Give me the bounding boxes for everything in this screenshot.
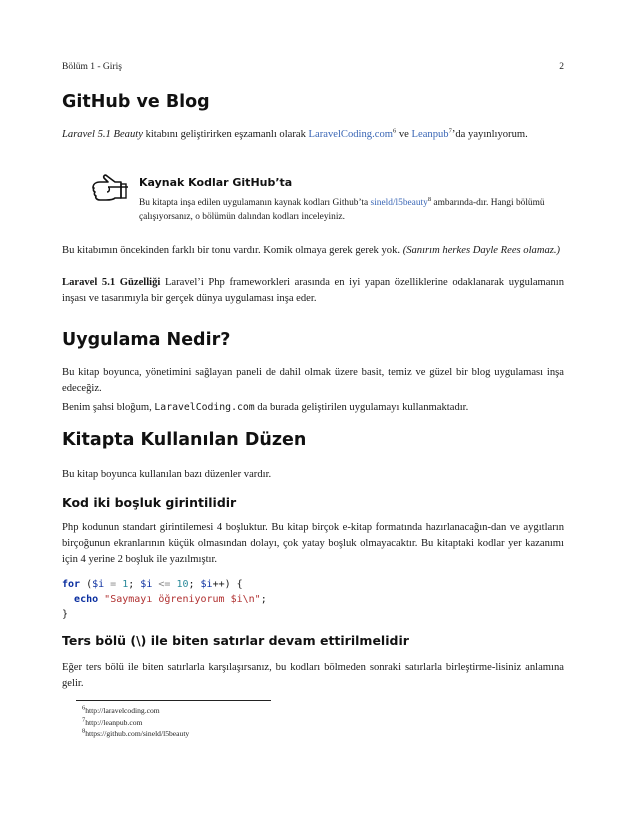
code-text: ; xyxy=(188,579,201,590)
footnote-item xyxy=(82,705,189,717)
paragraph-summary xyxy=(62,275,564,307)
code-number: 1 xyxy=(122,579,129,590)
link-sineld-l5beauty[interactable]: sineld/l5beauty xyxy=(370,198,428,208)
page-number: 2 xyxy=(559,62,564,72)
text-span: Bu kitapta inşa edilen uygulamanın kaynak kodları Github’ta xyxy=(139,198,371,208)
code-string: "Saymayı öğreniyorum $i\n" xyxy=(104,594,261,605)
paragraph-intro xyxy=(62,127,564,143)
code-keyword: for xyxy=(62,579,81,590)
inline-code: LaravelCoding.com xyxy=(154,402,255,413)
heading-kitapta-kullanilan-duzen: Kitapta Kullanılan Düzen xyxy=(62,430,307,450)
code-variable: $i xyxy=(140,579,153,590)
code-operator: = xyxy=(104,579,123,590)
tip-body xyxy=(139,196,569,224)
text-span: ve xyxy=(396,129,412,140)
code-text: ; xyxy=(128,579,141,590)
tip-box xyxy=(90,173,564,225)
chapter-label: Bölüm 1 - Giriş xyxy=(62,62,122,72)
code-text: ; xyxy=(260,594,267,605)
paragraph-backslash: Eğer ters bölü ile biten satırlarla karşılaşırsanız, bu kodları bölmeden sonraki satırlarla birleştirme-lisiniz anlamına gelir. xyxy=(62,662,564,689)
footnote-ref-8[interactable]: 8 xyxy=(427,195,432,203)
bold-book-title: Laravel 5.1 Güzelliği xyxy=(62,277,161,288)
code-variable: $i xyxy=(92,579,105,590)
footnote-link[interactable]: http://laravelcoding.com xyxy=(85,706,160,715)
paragraph-app-desc: Bu kitap boyunca, yönetimini sağlayan paneli de dahil olmak üzere basit, temiz ve güzel bir blog uygulaması inşa edeceğiz. xyxy=(62,367,564,394)
tip-title: Kaynak Kodlar GitHub’ta xyxy=(139,176,293,189)
code-text: } xyxy=(62,609,69,620)
paragraph-personal-blog xyxy=(62,400,564,416)
code-variable: $i xyxy=(200,579,213,590)
code-text: ++) { xyxy=(212,579,243,590)
footnote-item xyxy=(82,717,189,729)
text-span: ’da yayınlıyorum. xyxy=(451,129,528,140)
book-title: Laravel 5.1 Beauty xyxy=(62,129,143,140)
footnotes xyxy=(82,705,189,740)
paragraph-tone xyxy=(62,243,564,259)
code-number: 10 xyxy=(176,579,189,590)
footnote-number: 6 xyxy=(82,704,86,712)
code-text: ( xyxy=(80,579,93,590)
code-keyword: echo xyxy=(74,594,99,605)
footnote-divider xyxy=(76,700,271,701)
footnote-number: 7 xyxy=(82,715,86,723)
text-span: Benim şahsi bloğum, xyxy=(62,402,155,413)
footnote-link[interactable]: http://leanpub.com xyxy=(85,717,143,727)
heading-github-ve-blog: GitHub ve Blog xyxy=(62,92,210,112)
footnote-link[interactable]: https://github.com/sineld/l5beauty xyxy=(85,729,190,738)
code-block xyxy=(62,577,267,622)
code-indent xyxy=(62,594,74,605)
text-span: Bu kitabımın öncekinden farklı bir tonu vardır. Komik olmaya gerek gerek yok. xyxy=(62,245,403,256)
text-span: ambarında-dır. Hangi bölümü çalışıyorsanız, o bölümün dalından kodları inceleyiniz. xyxy=(139,198,545,222)
pointing-hand-icon xyxy=(90,173,130,203)
text-span: Laravel’i Php frameworkleri arasında en iyi yapan özelliklerine odaklanarak uygulamanın inşası ve tasarımıyla bir gerçek dünya uygulaması inşa eder. xyxy=(62,277,565,304)
link-leanpub[interactable]: Leanpub xyxy=(411,129,449,140)
text-span: da burada geliştirilen uygulamayı kullanmaktadır. xyxy=(254,402,469,413)
code-operator: <= xyxy=(152,579,177,590)
footnote-number: 8 xyxy=(82,727,86,735)
paragraph-indent: Php kodunun standart girintilemesi 4 boşluktur. Bu kitap birçok e-kitap formatında hazırlanacağın-dan ve aygıtların birçoğunun ekranlarının küçük olmasından dolayı, çok yatay boşluk olmayacaktır. Bu kitaptaki kodlar yer kazanımı için 4 yerine 2 boşluk ile yazılmıştır. xyxy=(62,522,564,565)
paragraph-conventions: Bu kitap boyunca kullanılan bazı düzenler vardır. xyxy=(62,469,272,480)
text-span: kitabını geliştirirken eşzamanlı olarak xyxy=(142,129,309,140)
footnote-item xyxy=(82,728,189,740)
running-header xyxy=(62,62,564,72)
heading-uygulama-nedir: Uygulama Nedir? xyxy=(62,330,231,350)
footnote-ref-7[interactable]: 7 xyxy=(448,127,452,135)
link-laravelcoding[interactable]: LaravelCoding.com xyxy=(308,129,393,140)
subheading-indent: Kod iki boşluk girintilidir xyxy=(62,495,237,510)
italic-remark: (Sanırım herkes Dayle Rees olamaz.) xyxy=(402,245,561,256)
footnote-ref-6[interactable]: 6 xyxy=(392,127,397,135)
subheading-backslash: Ters bölü (\) ile biten satırlar devam ettirilmelidir xyxy=(62,633,409,648)
